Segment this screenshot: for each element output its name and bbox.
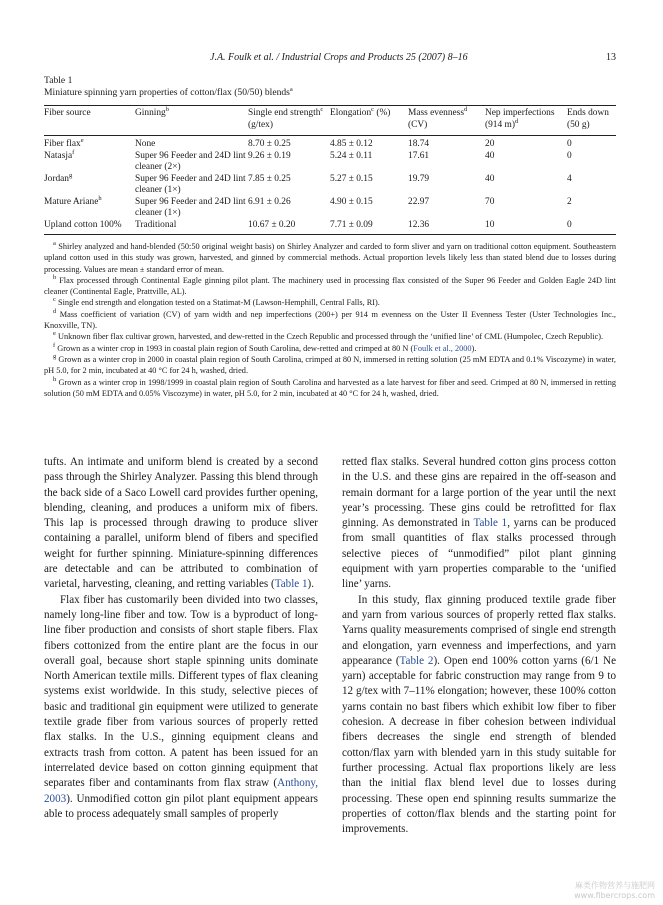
footnote: $^c$ Single end strength and elongation tested on a Statimat-M (Lawson-Hemphill, Central Falls, RI). <box>53 296 380 308</box>
column-header-fiber-source: Fiber source <box>44 108 91 118</box>
cell-elongation: 4.85 ± 0.12 <box>330 139 373 149</box>
cell-elongation: 5.24 ± 0.11 <box>330 150 373 161</box>
footnote-mark: f <box>53 341 56 349</box>
cell-fiber-source: Fiber flax$^e$ <box>44 136 84 149</box>
footnote-mark: h <box>53 375 57 383</box>
citation-link[interactable]: Foulk et al., 2000 <box>413 343 472 353</box>
table-row <box>44 151 616 174</box>
body-paragraph: Flax fiber has customarily been divided into two classes, namely long-line fiber and tow. Tow is a byproduct of long-line fiber production and consists of short staple fibers. Flax fibers cottonized from the entire plant are the focus in our overall goal, because short staple spinning units dominate North American textile mills. Different types of flax cleaning systems exist worldwide. In this study, selective pieces of basic and traditional gin equipment were utilized to generate textile grade fiber from various sources of properly retted flax stalks. In the U.S., ginning equipment cleans and extracts trash from cotton. A patent has been issued for an interrelated device based on cotton ginning equipment that separates fiber and contaminants from flax straw (Anthony, 2003). Unmodified cotton gin pilot plant equipment appears able to process adequately small samples of properly <box>44 593 318 820</box>
reference-link[interactable]: Table 1 <box>473 517 508 530</box>
table-caption-note: a <box>289 85 293 93</box>
cell-elongation: 5.27 ± 0.15 <box>330 173 373 184</box>
cell-nep: 70 <box>485 196 495 207</box>
reference-link[interactable]: Table 1 <box>274 578 308 591</box>
body-paragraph: retted flax stalks. Several hundred cotton gins process cotton in the U.S. and these gins are repaired in the off-season and remain dormant for a large portion of the year until the next year’s processing. These gins could be retrofitted for flax ginning. As demonstrated in Table 1, yarns can be produced from small quantities of flax stalks processed through selective pieces of “unmodified” pilot plant ginning equipment with yarn properties comparable to the ‘unified line’ yarns. <box>342 456 616 591</box>
cell-ends-down: 0 <box>567 219 572 230</box>
table-row <box>44 136 616 151</box>
reference-link[interactable]: Anthony, 2003 <box>44 777 318 805</box>
cell-ginning: None <box>135 139 156 149</box>
cell-fiber-source: Jordan$^g$ <box>44 171 73 184</box>
journal-reference: J.A. Foulk et al. / Industrial Crops and Products 25 (2007) 8–16 <box>210 52 468 63</box>
cell-nep: 10 <box>485 219 495 230</box>
cell-nep: 40 <box>485 150 495 161</box>
column-header-ginning: Ginning$^b$ <box>135 105 169 118</box>
table-caption: Miniature spinning yarn properties of cotton/flax (50/50) blends$^a$ <box>44 85 293 98</box>
body-paragraph: tufts. An intimate and uniform blend is created by a second pass through the Shirley Analyzer. Passing this blend through the back side of a Saco Lowell card provides further opening, blending, cleaning, and produces a uniform mix of fibers. This lap is processed through drawing to produce sliver containing a parallel, uniform blend of fibers and specified weight for further spinning. Miniature-spinning differences are detectable and can be attributed to combination of varietal, harvesting, cleaning, and retting variables (Table 1). <box>44 456 318 591</box>
cell-strength: 7.85 ± 0.25 <box>248 173 291 184</box>
footnote-mark: b <box>53 274 57 282</box>
cell-mass-evenness: 18.74 <box>408 139 430 149</box>
footnote: $^f$ Grown as a winter crop in 1993 in coastal plain region of South Carolina, dew-retted and crimped at 80 N (Foulk et al., 2000). <box>53 341 477 353</box>
column-header-mass-evenness: Mass evenness$^d$ (CV) <box>408 105 468 130</box>
reference-link[interactable]: Table 2 <box>399 654 434 667</box>
body-column-right <box>342 455 616 837</box>
cell-nep: 20 <box>485 139 495 149</box>
cell-fiber-source: Upland cotton 100% <box>44 219 122 230</box>
cell-strength: 6.91 ± 0.26 <box>248 196 291 207</box>
footnote-mark: a <box>53 240 56 248</box>
footnote-mark: d <box>53 308 57 316</box>
column-header-strength: Single end strength$^c$ (g/tex) <box>248 105 324 130</box>
table-body <box>44 136 616 234</box>
cell-ginning: Traditional <box>135 219 177 230</box>
body-paragraph: In this study, flax ginning produced textile grade fiber and yarn from various sources of properly retted flax stalks. Yarns quality measurements comprised of single end strength and elongation, yarn evenness and imperfections, and yarn appearance (Table 2). Open end 100% cotton yarns (6/1 Ne yarn) acceptable for fabric construction may range from 9 to 12 g/tex with 7–11% elongation; however, these 100% cotton yarns contain no bast fibers which exhibit low fiber to fiber cohesion. A decrease in fiber cohesion between individual fibers decreases the single end strength of blended cotton/flax yarn with blended yarn in this study suitable for further processing. Actual flax proportions likely are less than the initial flax blend level due to losses during processing. These open end spinning results summarize the properties of cotton/flax blends and the starting point for improvements. <box>342 593 616 836</box>
table-label: Table 1 <box>44 75 73 86</box>
column-header-elongation: Elongation$^c$ (%) <box>330 105 391 118</box>
table-row <box>44 174 616 197</box>
footnote-mark: g <box>53 353 57 361</box>
table-1 <box>44 75 616 399</box>
cell-ends-down: 2 <box>567 196 572 207</box>
cell-elongation: 4.90 ± 0.15 <box>330 196 373 207</box>
cell-strength: 9.26 ± 0.19 <box>248 150 291 161</box>
cell-mass-evenness: 17.61 <box>408 150 430 161</box>
table-header-row <box>44 106 616 135</box>
cell-nep: 40 <box>485 173 495 184</box>
cell-ginning: Super 96 Feeder and 24D lint cleaner (1×) <box>135 173 246 195</box>
cell-strength: 8.70 ± 0.25 <box>248 139 291 149</box>
data-table <box>44 106 616 234</box>
footnote: $^b$ Flax processed through Continental Eagle ginning pilot plant. The machinery used in processing flax consisted of the Super 96 Feeder and Golden Eagle 24D lint cleaner (Continental Eagle, Prattville, AL). <box>44 274 616 297</box>
body-column-left <box>44 455 318 822</box>
cell-ends-down: 4 <box>567 173 572 184</box>
cell-elongation: 7.71 ± 0.09 <box>330 219 373 230</box>
footnote-mark: c <box>53 296 56 304</box>
cell-fiber-source: Mature Ariane$^h$ <box>44 194 102 207</box>
cell-ends-down: 0 <box>567 150 572 161</box>
footnote: $^g$ Grown as a winter crop in 2000 in coastal plain region of South Carolina, crimped at 80 N, immersed in retting solution (25 mM EDTA and 0.1% Viscozyme) in water, pH 5.0, for 2 min, incubated at 40 °C for 24 h, washed, dried. <box>44 353 616 376</box>
footnote: $^e$ Unknown fiber flax cultivar grown, harvested, and dew-retted in the Czech Republic and processed through the ‘unified line’ of CML (Humpolec, Czech Republic). <box>53 330 604 342</box>
cell-ginning: Super 96 Feeder and 24D lint cleaner (1×) <box>135 196 246 218</box>
cell-ginning: Super 96 Feeder and 24D lint cleaner (2×) <box>135 150 246 172</box>
column-header-ends-down: Ends down (50 g) <box>567 108 609 130</box>
cell-fiber-source: Natasja$^f$ <box>44 148 75 161</box>
cell-mass-evenness: 12.36 <box>408 219 430 230</box>
footnote-mark: e <box>53 330 56 338</box>
table-row <box>44 197 616 220</box>
cell-strength: 10.67 ± 0.20 <box>248 219 296 230</box>
table-row <box>44 220 616 235</box>
site-watermark: 麻类作物营养与施肥网 www.fibercrops.com <box>574 881 655 900</box>
cell-mass-evenness: 19.79 <box>408 173 430 184</box>
cell-ends-down: 0 <box>567 139 572 149</box>
column-header-nep: Nep imperfections (914 m)$^d$ <box>485 108 555 130</box>
footnote: $^h$ Grown as a winter crop in 1998/1999 in coastal plain region of South Carolina and harvested as a late harvest for fiber and seed. Crimped at 80 N, immersed in retting solution (50 mM EDTA and 0.05% Viscozyme) in water, pH 5.0, for 2 min, incubated at 40 °C for 24 h, washed, dried. <box>44 375 617 398</box>
running-header <box>0 52 663 66</box>
table-footnotes <box>44 241 616 399</box>
table-bottom-rule <box>44 234 616 235</box>
footnote: $^d$ Mass coefficient of variation (CV) of yarn width and nep imperfections (200+) per 914 m evenness on the Uster II Evenness Tester (Uster Technologies Inc., Knoxville, TN). <box>44 308 616 331</box>
page-number: 13 <box>606 52 616 63</box>
footnote: $^a$ Shirley analyzed and hand-blended (50:50 original weight basis) on Shirley Analyzer and carded to form sliver and yarn on traditional cotton equipment. Southeastern upland cotton used in this study was grown, harvested, and ginned by commercial methods. Actual proportion levels likely less than stated blend due to losses during processing. Values are mean ± standard error of mean. <box>44 240 616 274</box>
cell-mass-evenness: 22.97 <box>408 196 430 207</box>
